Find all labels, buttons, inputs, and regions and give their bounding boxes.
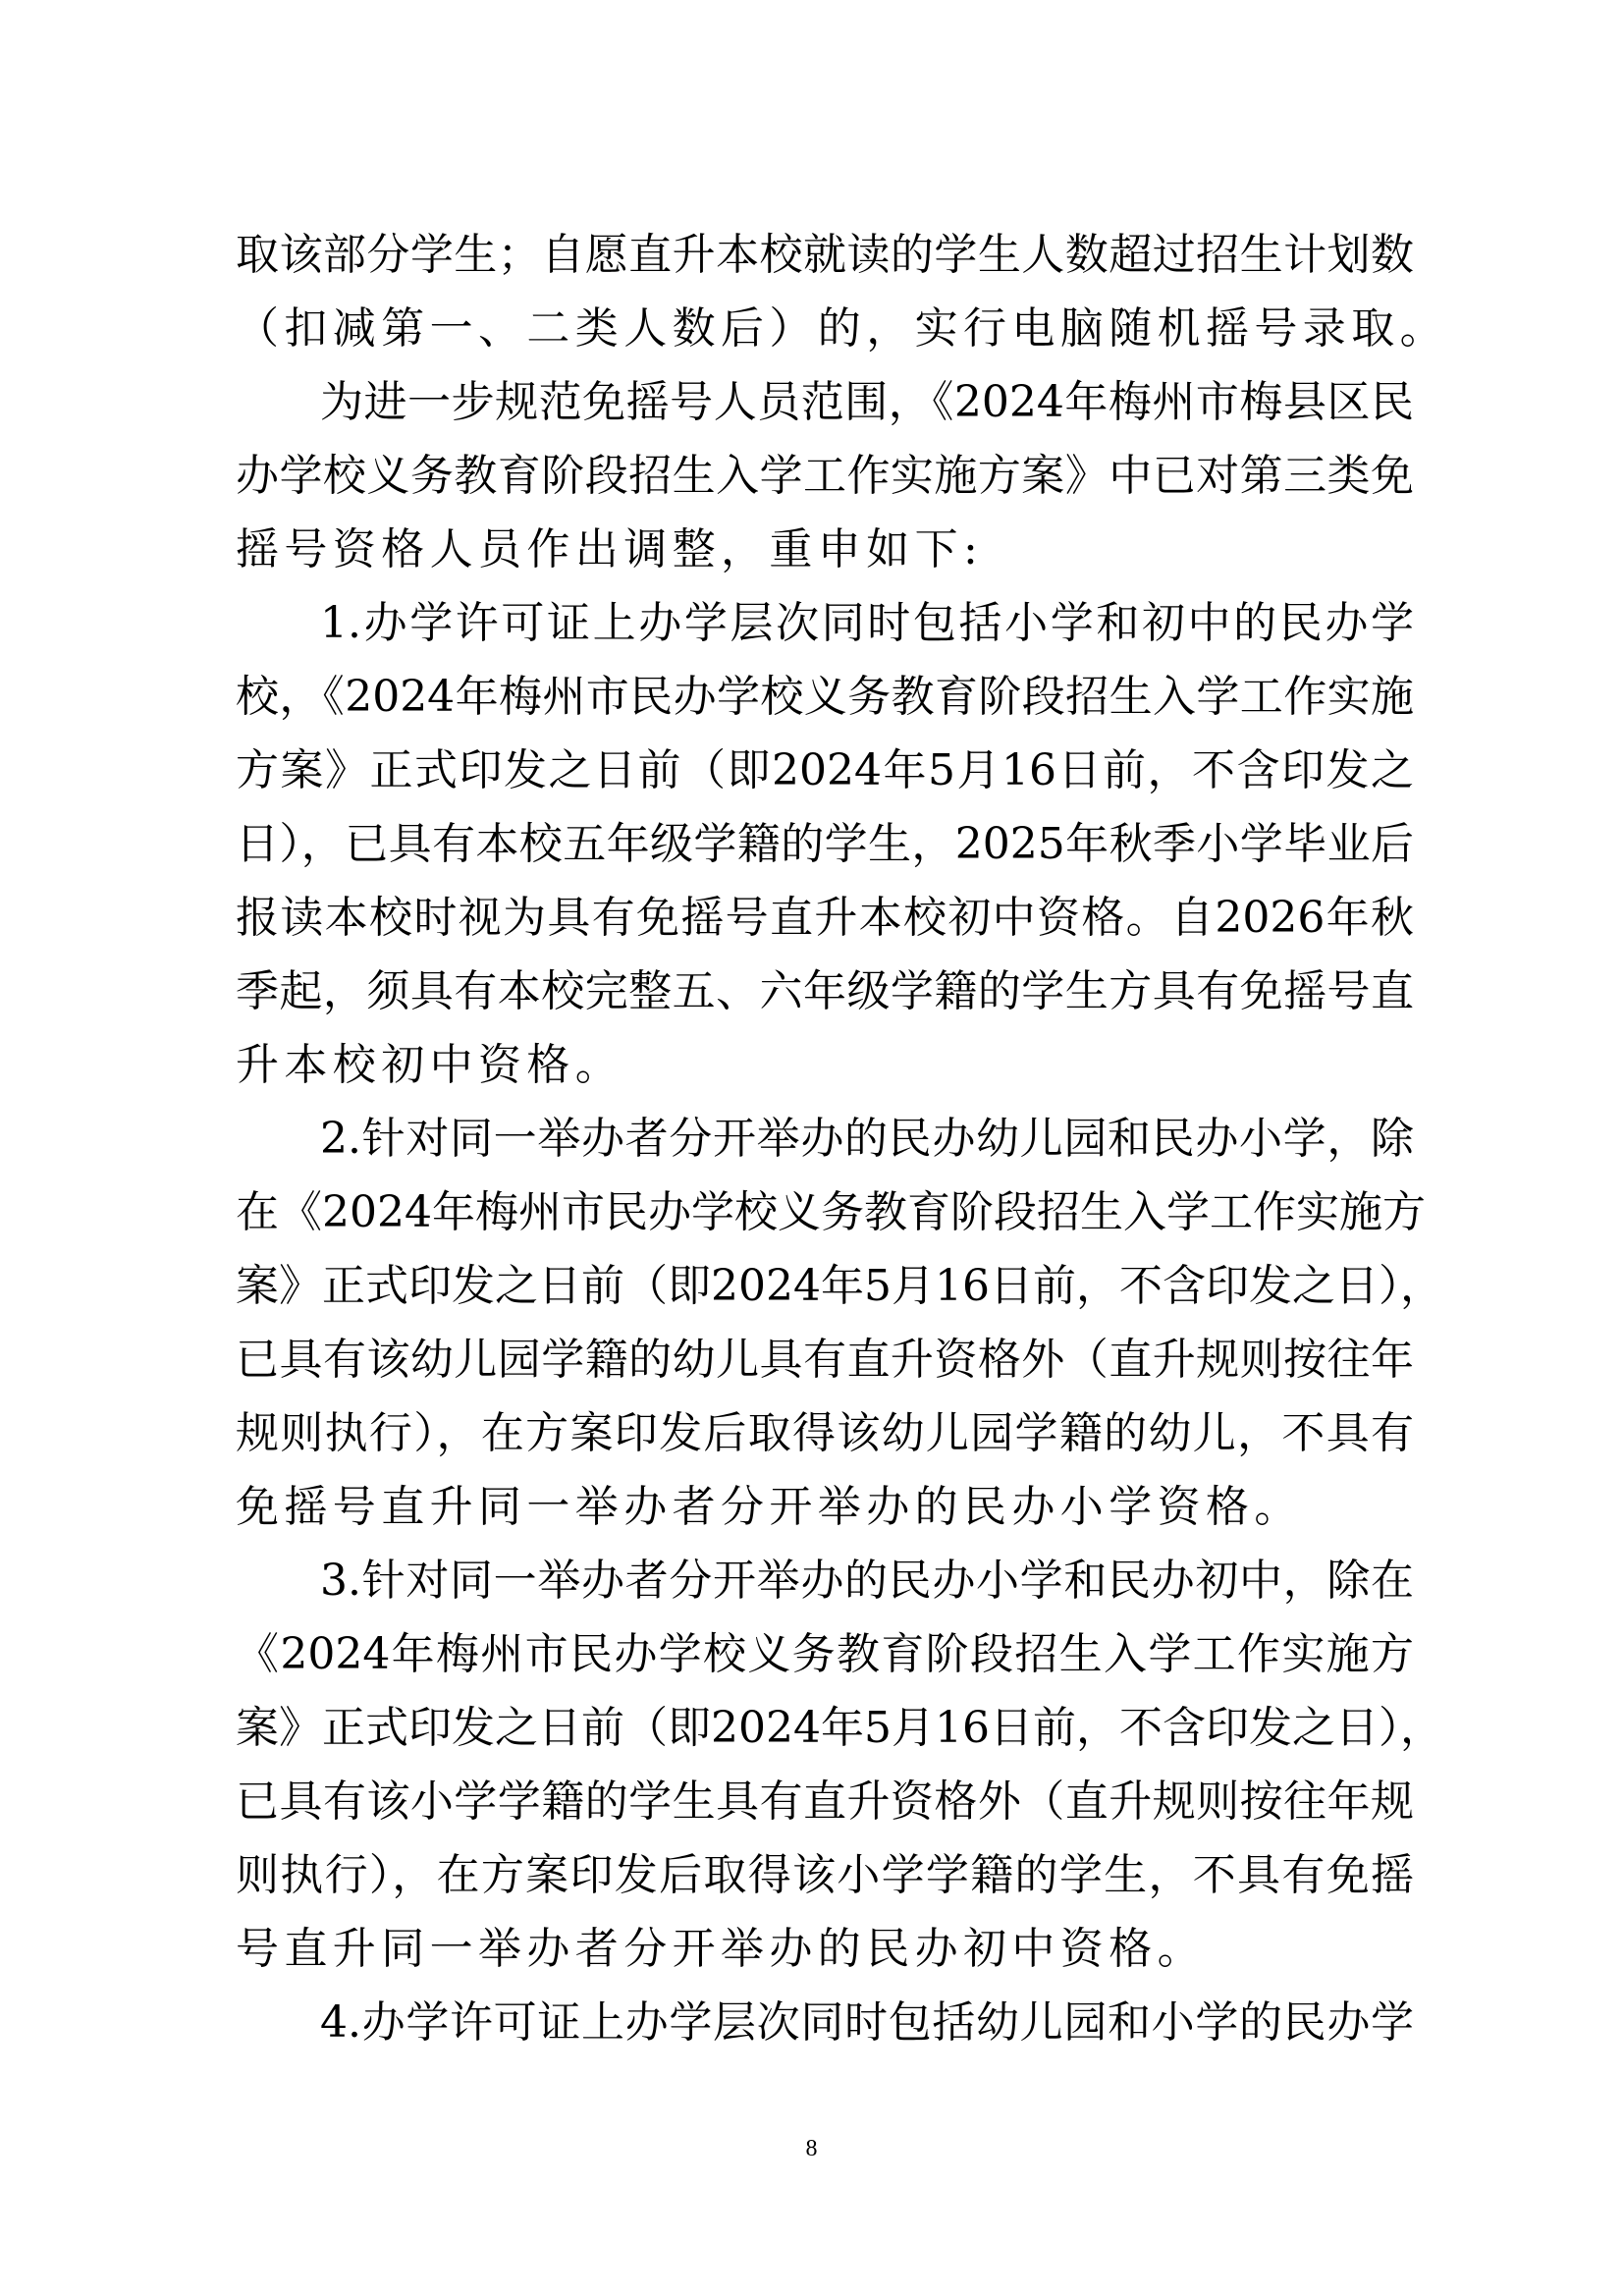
text-line: 办学校义务教育阶段招生入学工作实施方案》中已对第三类免 bbox=[236, 451, 1414, 501]
text-line: 则执行），在方案印发后取得该小学学籍的学生，不具有免摇 bbox=[236, 1850, 1414, 1900]
text-line: 免摇号直升同一举办者分开举办的民办小学资格。 bbox=[236, 1482, 1303, 1532]
text-line: 报读本校时视为具有免摇号直升本校初中资格。自2026年秋 bbox=[236, 893, 1414, 943]
list-item-3-line: 3.针对同一举办者分开举办的民办小学和民办初中，除在 bbox=[320, 1556, 1414, 1606]
text-line: （扣减第一、二类人数后）的，实行电脑随机摇号录取。 bbox=[236, 303, 1448, 354]
list-item-4-line: 4.办学许可证上办学层次同时包括幼儿园和小学的民办学 bbox=[320, 1997, 1414, 2048]
text-line: 案》正式印发之日前（即2024年5月16日前，不含印发之日）， bbox=[236, 1261, 1443, 1311]
text-line: 号直升同一举办者分开举办的民办初中资格。 bbox=[236, 1924, 1206, 1974]
text-line: 季起，须具有本校完整五、六年级学籍的学生方具有免摇号直 bbox=[236, 966, 1414, 1016]
text-line: 升本校初中资格。 bbox=[236, 1040, 624, 1090]
text-line: 日），已具有本校五年级学籍的学生，2025年秋季小学毕业后 bbox=[236, 819, 1414, 869]
text-line: 案》正式印发之日前（即2024年5月16日前，不含印发之日）， bbox=[236, 1703, 1443, 1753]
text-line: 已具有该幼儿园学籍的幼儿具有直升资格外（直升规则按往年 bbox=[236, 1335, 1414, 1385]
text-line: 已具有该小学学籍的学生具有直升资格外（直升规则按往年规 bbox=[236, 1777, 1414, 1827]
text-line: 校，《2024年梅州市民办学校义务教育阶段招生入学工作实施 bbox=[236, 672, 1414, 722]
text-line: 方案》正式印发之日前（即2024年5月16日前，不含印发之 bbox=[236, 745, 1414, 795]
page-number: 8 bbox=[805, 2136, 818, 2161]
paragraph-start-line: 为进一步规范免摇号人员范围，《2024年梅州市梅县区民 bbox=[320, 377, 1414, 427]
text-line: 《2024年梅州市民办学校义务教育阶段招生入学工作实施方 bbox=[236, 1629, 1414, 1679]
list-item-2-line: 2.针对同一举办者分开举办的民办幼儿园和民办小学，除 bbox=[320, 1114, 1414, 1164]
text-line: 在《2024年梅州市民办学校义务教育阶段招生入学工作实施方 bbox=[236, 1187, 1426, 1237]
text-line: 规则执行），在方案印发后取得该幼儿园学籍的幼儿，不具有 bbox=[236, 1408, 1414, 1458]
text-line: 取该部分学生；自愿直升本校就读的学生人数超过招生计划数 bbox=[236, 230, 1414, 280]
text-line: 摇号资格人员作出调整，重申如下: bbox=[236, 524, 984, 574]
list-item-1-line: 1.办学许可证上办学层次同时包括小学和初中的民办学 bbox=[320, 598, 1414, 648]
